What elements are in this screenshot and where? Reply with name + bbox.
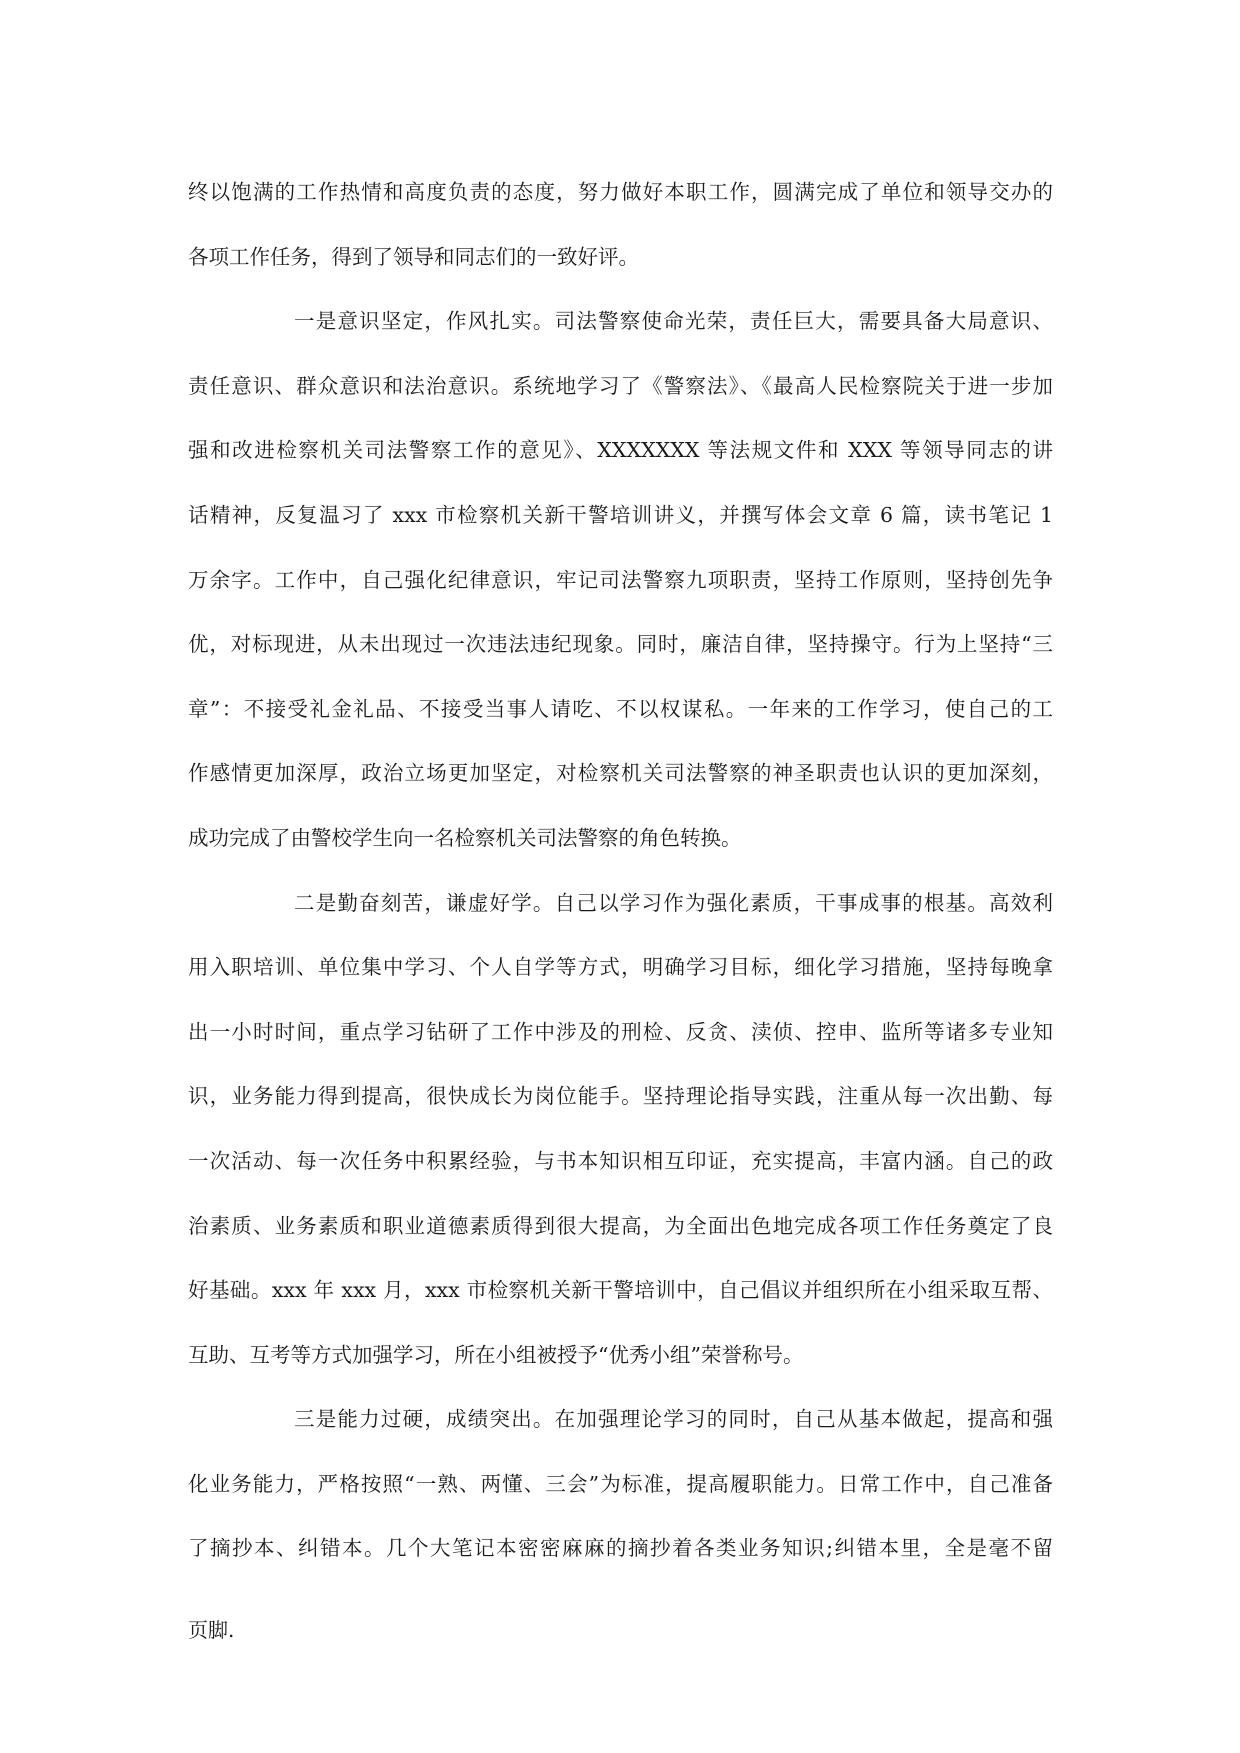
text-line: 成功完成了由警校学生向一名检察机关司法警察的角色转换。 xyxy=(188,825,742,850)
text-line: 互助、互考等方式加强学习，所在小组被授予“优秀小组”荣誉称号。 xyxy=(188,1342,804,1367)
text-line: 识，业务能力得到提高，很快成长为岗位能手。坚持理论指导实践，注重从每一次出勤、每 xyxy=(188,1084,1053,1109)
text-line: 出一小时时间，重点学习钻研了工作中涉及的刑检、反贪、渎侦、控申、监所等诸多专业知 xyxy=(188,1019,1053,1044)
text-line: 各项工作任务，得到了领导和同志们的一致好评。 xyxy=(188,244,639,269)
text-line: 好基础。xxx 年 xxx 月，xxx 市检察机关新干警培训中，自己倡议并组织所在小组采取互帮、 xyxy=(188,1278,1053,1303)
text-line: 终以饱满的工作热情和高度负责的态度，努力做好本职工作，圆满完成了单位和领导交办的 xyxy=(188,180,1053,204)
text-line: 万余字。工作中，自己强化纪律意识，牢记司法警察九项职责，坚持工作原则，坚持创先争 xyxy=(188,567,1053,592)
text-line: 治素质、业务素质和职业道德素质得到很大提高，为全面出色地完成各项工作任务奠定了良 xyxy=(188,1213,1053,1238)
text-line: 了摘抄本、纠错本。几个大笔记本密密麻麻的摘抄着各类业务知识;纠错本里，全是毫不留 xyxy=(188,1536,1053,1561)
page-footer: 页脚. xyxy=(188,1618,235,1642)
text-line: 化业务能力，严格按照“一熟、两懂、三会”为标准，提高履职能力。日常工作中，自己准备 xyxy=(188,1471,1053,1496)
paragraph-first-line: 三是能力过硬，成绩突出。在加强理论学习的同时，自己从基本做起，提高和强 xyxy=(294,1407,1053,1432)
text-line: 话精神，反复温习了 xxx 市检察机关新干警培训讲义，并撰写体会文章 6 篇，读书笔记 1 xyxy=(188,502,1053,527)
paragraph-first-line: 二是勤奋刻苦，谦虚好学。自己以学习作为强化素质，干事成事的根基。高效利 xyxy=(294,890,1053,915)
text-line: 一次活动、每一次任务中积累经验，与书本知识相互印证，充实提高，丰富内涵。自己的政 xyxy=(188,1148,1053,1173)
text-line: 用入职培训、单位集中学习、个人自学等方式，明确学习目标，细化学习措施，坚持每晚拿 xyxy=(188,955,1053,980)
text-line: 作感情更加深厚，政治立场更加坚定，对检察机关司法警察的神圣职责也认识的更加深刻， xyxy=(188,761,1053,786)
text-line: 章”：不接受礼金礼品、不接受当事人请吃、不以权谋私。一年来的工作学习，使自己的工 xyxy=(188,696,1053,721)
text-line: 责任意识、群众意识和法治意识。系统地学习了《警察法》、《最高人民检察院关于进一步加 xyxy=(188,373,1053,398)
body-text xyxy=(188,160,1053,1581)
text-line: 优，对标现进，从未出现过一次违法违纪现象。同时，廉洁自律，坚持操守。行为上坚持“三 xyxy=(188,632,1053,657)
paragraph-first-line: 一是意识坚定，作风扎实。司法警察使命光荣，责任巨大，需要具备大局意识、 xyxy=(294,309,1053,334)
text-line: 强和改进检察机关司法警察工作的意见》、XXXXXXX 等法规文件和 XXX 等领导同志的讲 xyxy=(188,438,1053,463)
